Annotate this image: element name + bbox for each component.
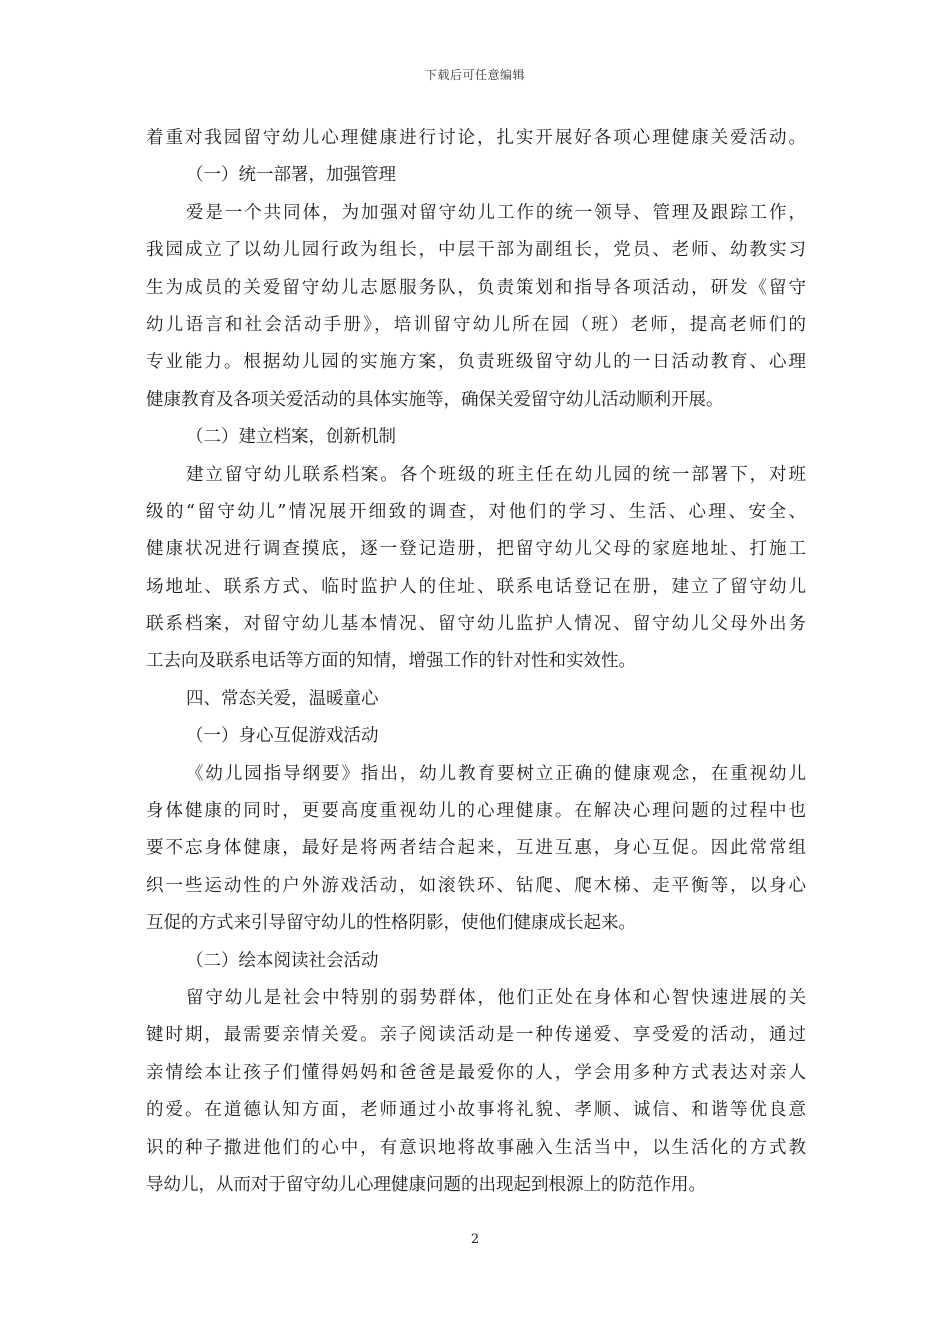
- text-line: 幼儿语言和社会活动手册》，培训留守幼儿所在园（班）老师，提高老师们的: [146, 314, 806, 335]
- text-line: 键时期，最需要亲情关爱。亲子阅读活动是一种传递爱、享受爱的活动，通过: [146, 1025, 806, 1046]
- text-line: 识的种子撒进他们的心中，有意识地将故事融入生活当中，以生活化的方式教: [146, 1137, 806, 1158]
- text-line: 专业能力。根据幼儿园的实施方案，负责班级留守幼儿的一日活动教育、心理: [146, 352, 806, 373]
- text-line: 身体健康的同时，更要高度重视幼儿的心理健康。在解决心理问题的过程中也: [146, 801, 806, 822]
- text-line: 级的“留守幼儿”情况展开细致的调查，对他们的学习、生活、心理、安全、: [146, 501, 806, 522]
- text-line: 健康教育及各项关爱活动的具体实施等，确保关爱留守幼儿活动顺利开展。: [146, 389, 724, 410]
- text-line: 织一些运动性的户外游戏活动，如滚铁环、钻爬、爬木梯、走平衡等，以身心: [146, 875, 806, 896]
- page-number: 2: [470, 1232, 480, 1247]
- text-line: 联系档案，对留守幼儿基本情况、留守幼儿监护人情况、留守幼儿父母外出务: [146, 614, 806, 635]
- page-header: 下载后可任意编辑: [424, 68, 525, 82]
- text-line: 生为成员的关爱留守幼儿志愿服务队，负责策划和指导各项活动，研发《留守: [146, 277, 806, 298]
- text-line: 我园成立了以幼儿园行政为组长，中层干部为副组长，党员、老师、幼教实习: [146, 240, 806, 261]
- text-line: 要不忘身体健康，最好是将两者结合起来，互进互惠，身心互促。因此常常组: [146, 838, 806, 859]
- section-heading: （二）建立档案，创新机制: [186, 427, 396, 448]
- document-body: [146, 120, 806, 1204]
- text-line: 建立留守幼儿联系档案。各个班级的班主任在幼儿园的统一部署下，对班: [186, 464, 806, 485]
- text-line: 爱是一个共同体，为加强对留守幼儿工作的统一领导、管理及跟踪工作，: [186, 202, 806, 223]
- section-heading: （二）绘本阅读社会活动: [186, 950, 379, 971]
- text-line: 场地址、联系方式、临时监护人的住址、联系电话登记在册，建立了留守幼儿: [146, 576, 806, 597]
- text-line: 健康状况进行调查摸底，逐一登记造册，把留守幼儿父母的家庭地址、打施工: [146, 539, 806, 560]
- text-line: 导幼儿，从而对于留守幼儿心理健康问题的出现起到根源上的防范作用。: [146, 1174, 706, 1195]
- text-line: 《幼儿园指导纲要》指出，幼儿教育要树立正确的健康观念，在重视幼儿: [186, 763, 806, 784]
- section-heading: 四、常态关爱，温暖童心: [186, 688, 379, 709]
- text-line: 工去向及联系电话等方面的知情，增强工作的针对性和实效性。: [146, 651, 636, 672]
- section-heading: （一）统一部署，加强管理: [186, 165, 396, 186]
- section-heading: （一）身心互促游戏活动: [186, 726, 379, 747]
- text-line: 的爱。在道德认知方面，老师通过小故事将礼貌、孝顺、诚信、和谐等优良意: [146, 1100, 806, 1121]
- text-line: 互促的方式来引导留守幼儿的性格阴影，使他们健康成长起来。: [146, 913, 636, 934]
- text-line: 留守幼儿是社会中特别的弱势群体，他们正处在身体和心智快速进展的关: [186, 987, 806, 1008]
- text-line: 亲情绘本让孩子们懂得妈妈和爸爸是最爱你的人，学会用多种方式表达对亲人: [146, 1062, 806, 1083]
- text-line: 着重对我园留守幼儿心理健康进行讨论，扎实开展好各项心理健康关爱活动。: [146, 128, 806, 148]
